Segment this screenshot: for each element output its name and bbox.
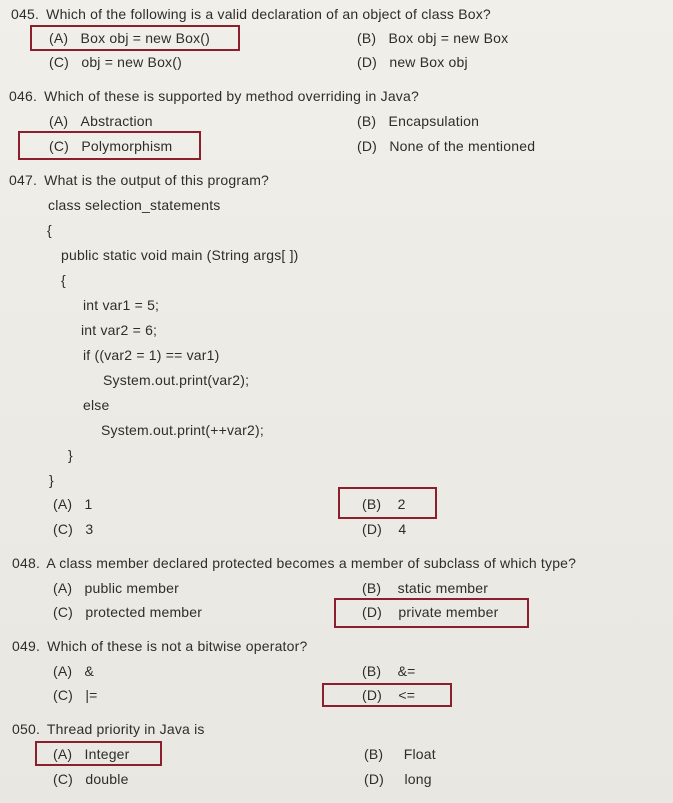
option-d: (D) 4 — [362, 521, 407, 537]
question-number: 046. — [9, 88, 38, 104]
code-line: System.out.print(++var2); — [101, 422, 264, 438]
code-line: { — [47, 222, 52, 238]
code-line: if ((var2 = 1) == var1) — [83, 347, 220, 363]
option-a: (A) 1 — [53, 496, 93, 512]
question-number: 045. — [11, 6, 40, 22]
question-049 — [12, 637, 308, 655]
question-text: Which of these is supported by method overriding in Java? — [44, 88, 419, 104]
question-050 — [12, 720, 205, 738]
answer-highlight-box — [18, 131, 201, 160]
question-045 — [11, 5, 491, 23]
option-b: (B) Encapsulation — [357, 113, 480, 129]
option-a: (A) Box obj = new Box() — [49, 30, 211, 46]
option-a: (A) Integer — [53, 746, 130, 762]
option-a: (A) public member — [53, 580, 179, 596]
option-a: (A) Abstraction — [49, 113, 153, 129]
code-line: int var2 = 6; — [81, 322, 158, 338]
question-number: 049. — [12, 638, 41, 654]
question-text: Which of these is not a bitwise operator? — [47, 638, 308, 654]
option-d: (D) long — [364, 771, 432, 787]
option-a: (A) & — [53, 663, 95, 679]
option-c: (C) protected member — [53, 604, 203, 620]
question-number: 050. — [12, 721, 41, 737]
code-line: public static void main (String args[ ]) — [61, 247, 299, 263]
answer-highlight-box — [338, 487, 437, 519]
option-c: (C) 3 — [53, 521, 94, 537]
option-d: (D) None of the mentioned — [357, 138, 536, 154]
question-048 — [12, 554, 576, 572]
question-number: 048. — [12, 555, 41, 571]
option-d: (D) private member — [362, 604, 499, 620]
code-line: class selection_statements — [48, 197, 221, 213]
answer-highlight-box — [334, 598, 529, 628]
option-b: (B) static member — [362, 580, 489, 596]
option-b: (B) &= — [362, 663, 416, 679]
code-line: int var1 = 5; — [83, 297, 160, 313]
option-c: (C) Polymorphism — [49, 138, 173, 154]
option-d: (D) <= — [362, 687, 416, 703]
answer-highlight-box — [30, 25, 240, 51]
option-b: (B) 2 — [362, 496, 406, 512]
question-text: Thread priority in Java is — [46, 721, 205, 737]
option-c: (C) obj = new Box() — [49, 54, 182, 70]
code-line: } — [68, 447, 73, 463]
answer-highlight-box — [35, 741, 162, 766]
question-text: What is the output of this program? — [44, 172, 270, 188]
option-c: (C) double — [53, 771, 129, 787]
option-d: (D) new Box obj — [357, 54, 468, 70]
code-line: } — [49, 472, 54, 488]
question-text: Which of the following is a valid declaration of an object of class Box? — [46, 6, 491, 22]
option-b: (B) Box obj = new Box — [357, 30, 509, 46]
question-number: 047. — [9, 172, 38, 188]
question-046 — [9, 87, 419, 105]
question-text: A class member declared protected becomes a member of subclass of which type? — [46, 555, 577, 571]
option-b: (B) Float — [364, 746, 436, 762]
answer-highlight-box — [322, 683, 452, 707]
option-c: (C) |= — [53, 687, 98, 703]
code-line: else — [83, 397, 110, 413]
code-line: System.out.print(var2); — [103, 372, 250, 388]
code-line: { — [61, 272, 66, 288]
question-047 — [9, 171, 269, 189]
